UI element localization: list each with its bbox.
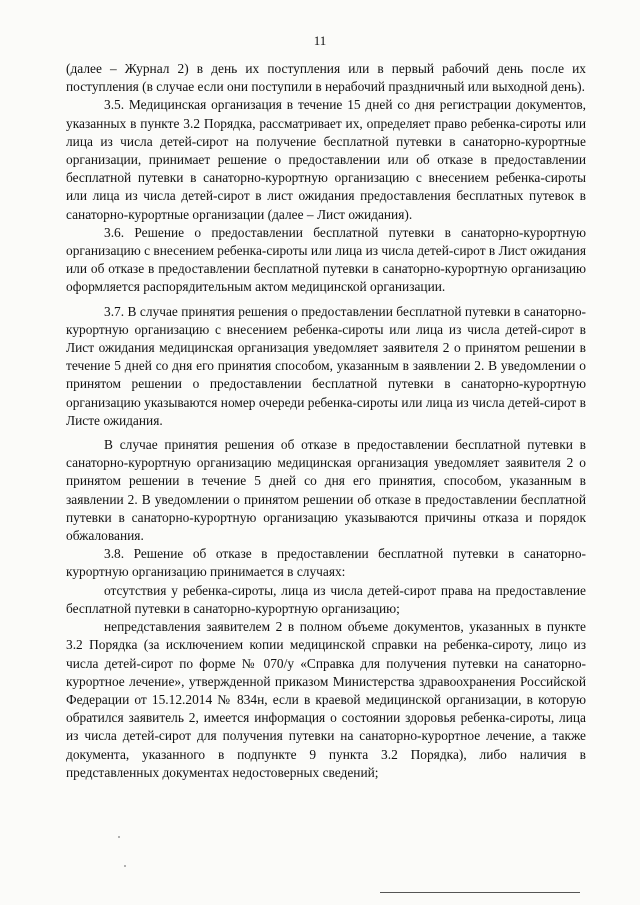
paragraph-3-6: 3.6. Решение о предоставлении бесплатной путевки в санаторно-курортную организацию с внесением ребенка-сироты или лица из числа детей-сирот в Лист ожидания или об отказе в предоставлении бесплатной путевки в санаторно-курортную организацию оформляется распорядительным актом медицинской организации. bbox=[66, 224, 586, 295]
paragraph-3-8: 3.8. Решение об отказе в предоставлении бесплатной путевки в санаторно-курортную организацию принимается в случаях: bbox=[66, 546, 586, 580]
scan-edge-line bbox=[380, 892, 580, 893]
scan-speck bbox=[118, 836, 120, 838]
paragraph-3-7: 3.7. В случае принятия решения о предоставлении бесплатной путевки в санаторно-курортную организацию с внесением ребенка-сироты или лица из числа детей-сирот в Лист ожидания медицинская организация уведомляет заявителя 2 о принятом решении в течение 5 дней со дня его принятия способом, указанным в заявлении 2. В уведомлении о принятом решении о предоставлении бесплатной путевки в санаторно-курортную организацию указываются номер очереди ребенка-сироты или лица из числа детей-сирот в Листе ожидания. bbox=[66, 303, 586, 428]
paragraph-continuation: (далее – Журнал 2) в день их поступления или в первый рабочий день после их поступления (в случае если они поступили в нерабочий праздничный или выходной день). bbox=[66, 61, 586, 95]
page-number: 11 bbox=[313, 33, 327, 48]
paragraph-case-incomplete-docs: непредставления заявителем 2 в полном объеме документов, указанных в пункте 3.2 Порядка (за исключением копии медицинской справки на ребенка-сироту, лицо из числа детей-сирот по форме № 070/у «Справка для получения путевки на санаторно-курортное лечение», утвержденной приказом Министерства здравоохранения Российской Федерации от 15.12.2014 № 834н, если в краевой медицинской организации, в которую обратился заявитель 2, имеется информация о состоянии здоровья ребенка-сироты, лица из числа детей-сирот для получения путевки на санаторно-курортное лечение, а также документа, указанного в подпункте 9 пункта 3.2 Порядка), либо наличия в представленных документах недостоверных сведений; bbox=[66, 619, 586, 780]
paragraph-refusal-notice: В случае принятия решения об отказе в предоставлении бесплатной путевки в санаторно-курортную организацию медицинская организация уведомляет заявителя 2 о принятом решении в течение 5 дней со дня его принятия, способом, указанным в заявлении 2. В уведомлении о принятом решении об отказе в предоставлении бесплатной путевки в санаторно-курортную организацию указываются причины отказа и порядок обжалования. bbox=[66, 437, 586, 544]
paragraph-case-no-right: отсутствия у ребенка-сироты, лица из числа детей-сирот права на предоставление бесплатной путевки в санаторно-курортную организацию; bbox=[66, 582, 586, 616]
paragraph-3-5: 3.5. Медицинская организация в течение 15 дней со дня регистрации документов, указанных в пункте 3.2 Порядка, рассматривает их, определяет право ребенка-сироты или лица из числа детей-сирот на получение бесплатной путевки в санаторно-курортные организации, принимает решение о предоставлении или об отказе в предоставлении бесплатной путевки в санаторно-курортную организацию с внесением ребенка-сироты или лица из числа детей-сирот в лист ожидания предоставления бесплатных путевок в санаторно-курортные организации (далее – Лист ожидания). bbox=[66, 97, 586, 222]
page-body bbox=[66, 60, 586, 782]
scan-speck bbox=[124, 865, 126, 867]
